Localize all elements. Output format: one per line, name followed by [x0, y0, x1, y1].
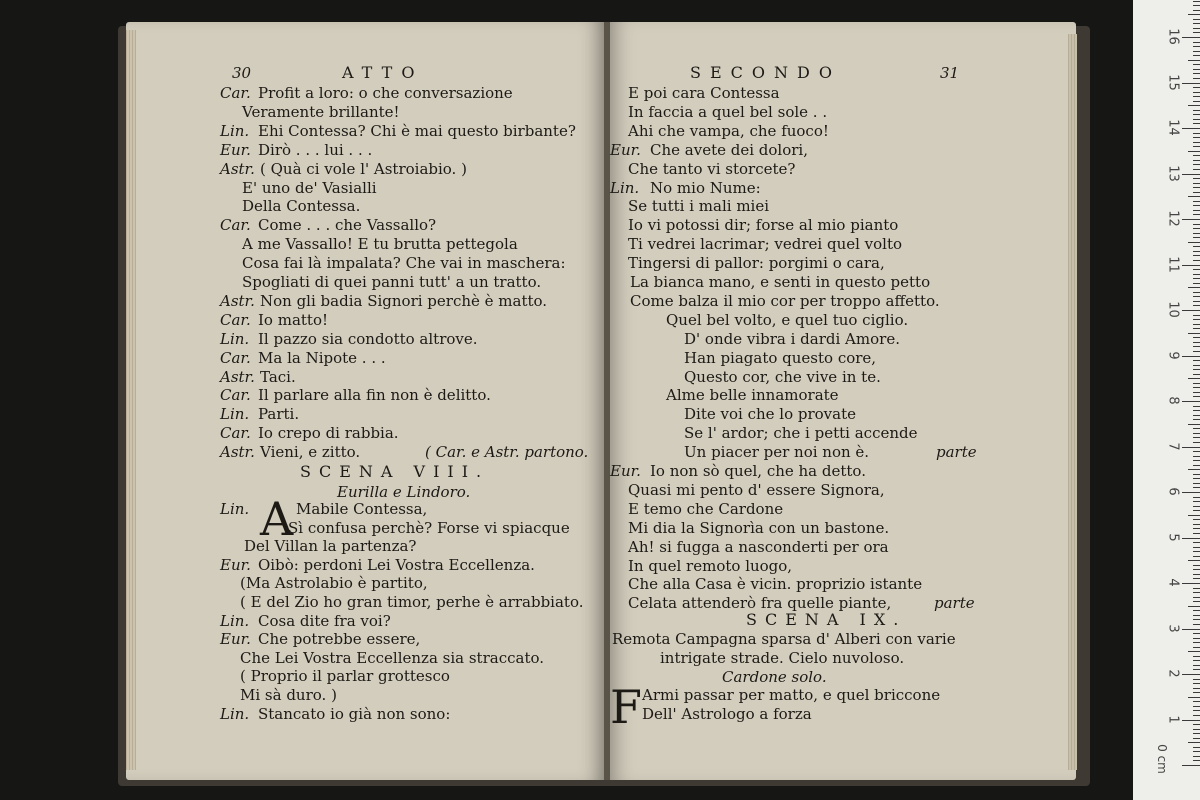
ruler-tick: [1193, 415, 1200, 416]
ruler-tick: [1193, 133, 1200, 134]
verse-line: Armi passar per matto, e quel briccone: [642, 686, 941, 704]
ruler-tick: [1188, 697, 1200, 698]
ruler-tick: [1188, 14, 1200, 15]
ruler-number: 15: [1165, 73, 1181, 91]
ruler-tick: [1193, 528, 1200, 529]
speaker-label: Lin.: [220, 611, 250, 630]
ruler-tick: [1193, 760, 1200, 761]
ruler-tick: [1193, 524, 1200, 525]
speaker-label: Astr.: [220, 443, 255, 462]
ruler-tick: [1193, 456, 1200, 457]
measuring-ruler: [1133, 0, 1200, 800]
ruler-tick: [1193, 542, 1200, 543]
ruler-unit-label: 0 cm: [1154, 744, 1169, 774]
drop-cap-letter: A: [260, 492, 294, 546]
verse-line: Ah! si fugga a nasconderti per ora: [628, 537, 889, 556]
ruler-tick: [1193, 19, 1200, 20]
ruler-tick: [1193, 346, 1200, 347]
verse-line: Che avete dei dolori,: [650, 140, 808, 159]
verse-line: Della Contessa.: [242, 197, 361, 216]
ruler-tick: [1193, 260, 1200, 261]
ruler-tick: [1193, 419, 1200, 420]
ruler-tick: [1193, 679, 1200, 680]
ruler-tick: [1193, 69, 1200, 70]
verse-line: Mi dia la Signorìa con un bastone.: [628, 518, 890, 537]
ruler-tick: [1193, 556, 1200, 557]
ruler-tick: [1182, 447, 1200, 448]
speaker-label: Lin.: [220, 704, 250, 723]
verse-line: In faccia a quel bel sole . .: [628, 102, 828, 121]
speaker-label: Lin.: [610, 178, 640, 197]
ruler-tick: [1193, 78, 1200, 79]
ruler-tick: [1193, 392, 1200, 393]
ruler-tick: [1193, 269, 1200, 270]
verse-line: Quasi mi pento d' essere Signora,: [628, 480, 885, 499]
ruler-tick: [1193, 365, 1200, 366]
verse-line: Io matto!: [258, 310, 329, 329]
ruler-tick: [1193, 510, 1200, 511]
ruler-tick: [1193, 246, 1200, 247]
verse-line: Io crepo di rabbia.: [258, 424, 399, 443]
verse-line: Che potrebbe essere,: [258, 630, 421, 649]
verse-line: Questo cor, che vive in te.: [684, 367, 881, 386]
ruler-tick: [1193, 374, 1200, 375]
verse-line: Che tanto vi storcete?: [628, 159, 796, 178]
page-edges-left: [126, 30, 136, 770]
speaker-label: Car.: [220, 386, 251, 405]
verse-line: Io non sò quel, che ha detto.: [650, 462, 866, 480]
verse-line: Come balza il mio cor per troppo affetto.: [630, 291, 940, 310]
ruler-tick: [1193, 301, 1200, 302]
ruler-tick: [1193, 114, 1200, 115]
ruler-tick: [1193, 428, 1200, 429]
ruler-tick: [1193, 738, 1200, 739]
verse-line: Il parlare alla fin non è delitto.: [258, 386, 491, 405]
scene-persons: Eurilla e Lindoro.: [337, 483, 471, 501]
ruler-tick: [1193, 592, 1200, 593]
ruler-tick: [1193, 506, 1200, 507]
ruler-number: 1: [1165, 714, 1181, 724]
ruler-tick: [1193, 210, 1200, 211]
ruler-tick: [1182, 310, 1200, 311]
verse-line: Sì confusa perchè? Forse vi spiacque: [288, 518, 570, 537]
stage-direction: parte: [934, 594, 975, 613]
ruler-tick: [1188, 196, 1200, 197]
ruler-tick: [1193, 274, 1200, 275]
drop-cap-letter: F: [610, 680, 642, 734]
ruler-number: 2: [1165, 669, 1181, 678]
ruler-tick: [1188, 606, 1200, 607]
ruler-tick: [1193, 23, 1200, 24]
ruler-tick: [1193, 64, 1200, 65]
ruler-tick: [1193, 551, 1200, 552]
speaker-label: Car.: [220, 348, 251, 367]
page-number: 30: [232, 64, 252, 82]
ruler-tick: [1193, 710, 1200, 711]
ruler-tick: [1193, 701, 1200, 702]
ruler-tick: [1193, 660, 1200, 661]
ruler-tick: [1193, 96, 1200, 97]
ruler-tick: [1193, 224, 1200, 225]
speaker-label: Astr.: [220, 159, 255, 178]
ruler-tick: [1193, 387, 1200, 388]
verse-line: E poi cara Contessa: [628, 84, 780, 102]
ruler-tick: [1182, 37, 1200, 38]
ruler-tick: [1193, 328, 1200, 329]
verse-line: Il pazzo sia condotto altrove.: [258, 329, 478, 348]
ruler-tick: [1193, 142, 1200, 143]
ruler-number: 14: [1165, 119, 1181, 136]
ruler-tick: [1193, 324, 1200, 325]
speaker-label: Lin.: [220, 500, 250, 518]
verse-line: Non gli badia Signori perchè è matto.: [260, 291, 548, 310]
ruler-tick: [1193, 478, 1200, 479]
verse-line: Celata attenderò fra quelle piante,: [628, 594, 892, 613]
verse-line: ( Proprio il parlar grottesco: [240, 667, 450, 686]
ruler-tick: [1182, 629, 1200, 630]
ruler-tick: [1193, 442, 1200, 443]
speaker-label: Car.: [220, 424, 251, 443]
ruler-tick: [1193, 292, 1200, 293]
verse-line: Profit a loro: o che conversazione: [258, 84, 513, 102]
ruler-tick: [1193, 255, 1200, 256]
ruler-tick: [1193, 87, 1200, 88]
verse-line: Se tutti i mali miei: [628, 197, 770, 216]
stage-direction: ( Car. e Astr. partono.: [425, 443, 589, 462]
ruler-tick: [1188, 333, 1200, 334]
ruler-tick: [1193, 110, 1200, 111]
page-number: 31: [940, 64, 960, 82]
ruler-tick: [1193, 351, 1200, 352]
ruler-number: 7: [1165, 441, 1181, 451]
ruler-tick: [1193, 92, 1200, 93]
verse-line: Cosa dite fra voi?: [258, 611, 391, 630]
ruler-tick: [1193, 624, 1200, 625]
ruler-tick: [1193, 610, 1200, 611]
ruler-tick: [1193, 692, 1200, 693]
ruler-tick: [1188, 515, 1200, 516]
ruler-tick: [1193, 342, 1200, 343]
ruler-tick: [1193, 497, 1200, 498]
ruler-tick: [1193, 437, 1200, 438]
ruler-tick: [1193, 724, 1200, 725]
ruler-tick: [1188, 60, 1200, 61]
ruler-tick: [1193, 251, 1200, 252]
ruler-tick: [1188, 287, 1200, 288]
ruler-number: 6: [1165, 487, 1181, 496]
speaker-label: Eur.: [220, 555, 251, 574]
scene-description: Remota Campagna sparsa d' Alberi con varie: [612, 630, 956, 648]
ruler-tick: [1193, 5, 1200, 6]
verse-line: Mi sà duro. ): [240, 686, 337, 704]
verse-line: ( Quà ci vole l' Astroiabio. ): [260, 159, 467, 178]
ruler-tick: [1193, 192, 1200, 193]
ruler-number: 3: [1165, 623, 1181, 633]
ruler-number: 4: [1165, 578, 1181, 587]
ruler-tick: [1193, 615, 1200, 616]
ruler-tick: [1193, 319, 1200, 320]
ruler-tick: [1193, 487, 1200, 488]
ruler-number: [1166, 0, 1181, 1]
verse-line: Io vi potossi dir; forse al mio pianto: [628, 216, 899, 235]
ruler-tick: [1193, 201, 1200, 202]
ruler-tick: [1193, 155, 1200, 156]
ruler-number: 10: [1165, 301, 1181, 318]
ruler-tick: [1188, 651, 1200, 652]
ruler-tick: [1193, 533, 1200, 534]
verse-line: A me Vassallo! E tu brutta pettegola: [242, 235, 518, 254]
ruler-tick: [1182, 674, 1200, 675]
ruler-tick: [1193, 451, 1200, 452]
ruler-tick: [1193, 305, 1200, 306]
speaker-label: Car.: [220, 84, 251, 102]
ruler-tick: [1193, 55, 1200, 56]
ruler-tick: [1182, 174, 1200, 175]
verse-line: Dite voi che lo provate: [684, 405, 856, 424]
ruler-number: 13: [1165, 164, 1181, 182]
ruler-tick: [1193, 565, 1200, 566]
verse-line: Parti.: [258, 405, 300, 424]
ruler-tick: [1193, 669, 1200, 670]
ruler-tick: [1193, 32, 1200, 33]
ruler-tick: [1193, 601, 1200, 602]
ruler-number: 9: [1165, 350, 1181, 360]
ruler-tick: [1193, 638, 1200, 639]
ruler-tick: [1193, 633, 1200, 634]
verse-line: Del Villan la partenza?: [244, 537, 417, 556]
speaker-label: Lin.: [220, 121, 250, 140]
ruler-tick: [1182, 401, 1200, 402]
ruler-number: 12: [1165, 210, 1181, 227]
ruler-tick: [1193, 360, 1200, 361]
ruler-tick: [1193, 73, 1200, 74]
verse-line: Han piagato questo core,: [684, 348, 877, 367]
ruler-tick: [1193, 10, 1200, 11]
ruler-tick: [1188, 469, 1200, 470]
speaker-label: Astr.: [220, 367, 255, 386]
verse-line: Se l' ardor; che i petti accende: [684, 424, 918, 443]
verse-line: Ma la Nipote . . .: [258, 348, 386, 367]
ruler-tick: [1193, 119, 1200, 120]
speaker-label: Eur.: [220, 140, 251, 159]
ruler-tick: [1193, 433, 1200, 434]
verse-line: Alme belle innamorate: [666, 386, 839, 405]
ruler-tick: [1188, 424, 1200, 425]
verse-line: D' onde vibra i dardi Amore.: [684, 329, 900, 348]
ruler-tick: [1193, 665, 1200, 666]
ruler-tick: [1182, 583, 1200, 584]
verse-line: Un piacer per noi non è.: [684, 443, 870, 462]
ruler-tick: [1193, 369, 1200, 370]
ruler-number: 11: [1165, 255, 1181, 273]
ruler-tick: [1193, 688, 1200, 689]
ruler-tick: [1193, 315, 1200, 316]
ruler-number: 8: [1165, 396, 1181, 405]
ruler-tick: [1193, 683, 1200, 684]
ruler-tick: [1193, 178, 1200, 179]
ruler-tick: [1193, 569, 1200, 570]
ruler-tick: [1193, 747, 1200, 748]
stage-direction: parte: [936, 443, 977, 462]
ruler-tick: [1193, 169, 1200, 170]
ruler-tick: [1193, 619, 1200, 620]
ruler-tick: [1188, 105, 1200, 106]
ruler-number: 16: [1165, 28, 1181, 45]
ruler-tick: [1193, 101, 1200, 102]
ruler-tick: [1188, 742, 1200, 743]
ruler-tick: [1193, 578, 1200, 579]
verse-line: (Ma Astrolabio è partito,: [240, 574, 428, 593]
verse-line: Ti vedrei lacrimar; vedrei quel volto: [628, 235, 903, 254]
ruler-tick: [1193, 465, 1200, 466]
speaker-label: Car.: [220, 310, 251, 329]
ruler-tick: [1188, 151, 1200, 152]
ruler-tick: [1193, 647, 1200, 648]
ruler-tick: [1193, 751, 1200, 752]
ruler-tick: [1193, 396, 1200, 397]
ruler-tick: [1193, 729, 1200, 730]
ruler-tick: [1188, 242, 1200, 243]
verse-line: Vieni, e zitto.: [260, 443, 361, 462]
running-head: ATTO: [342, 63, 424, 82]
ruler-tick: [1193, 733, 1200, 734]
verse-line: La bianca mano, e senti in questo petto: [630, 273, 931, 291]
ruler-tick: [1193, 187, 1200, 188]
ruler-number: 5: [1165, 532, 1181, 542]
speaker-label: Car.: [220, 216, 251, 235]
ruler-tick: [1193, 337, 1200, 338]
ruler-tick: [1182, 765, 1200, 766]
ruler-tick: [1193, 1, 1200, 2]
ruler-tick: [1193, 278, 1200, 279]
ruler-tick: [1193, 410, 1200, 411]
ruler-tick: [1182, 219, 1200, 220]
verse-line: Oibò: perdoni Lei Vostra Eccellenza.: [258, 555, 535, 574]
ruler-tick: [1182, 128, 1200, 129]
ruler-tick: [1193, 519, 1200, 520]
verse-line: ( E del Zio ho gran timor, perhe è arrabbiato.: [240, 593, 584, 611]
scene-heading: SCENA VIII.: [300, 462, 490, 481]
ruler-tick: [1193, 460, 1200, 461]
speaker-label: Eur.: [610, 140, 641, 159]
speaker-label: Astr.: [220, 291, 255, 310]
ruler-tick: [1193, 42, 1200, 43]
ruler-tick: [1193, 214, 1200, 215]
ruler-tick: [1193, 183, 1200, 184]
page-edges-right: [1068, 34, 1077, 770]
verse-line: Spogliati di quei panni tutt' a un tratto.: [242, 273, 542, 291]
speaker-label: Lin.: [220, 405, 250, 424]
verse-line: Ehi Contessa? Chi è mai questo birbante?: [258, 121, 576, 140]
ruler-tick: [1193, 656, 1200, 657]
scene-persons: Cardone solo.: [722, 668, 827, 686]
ruler-tick: [1193, 28, 1200, 29]
verse-line: Che alla Casa è vicin. proprizio istante: [628, 575, 923, 594]
ruler-tick: [1193, 474, 1200, 475]
ruler-tick: [1182, 720, 1200, 721]
ruler-tick: [1193, 483, 1200, 484]
scene-heading: SCENA IX.: [746, 610, 907, 629]
verse-line: Taci.: [260, 367, 296, 386]
ruler-tick: [1193, 233, 1200, 234]
ruler-tick: [1182, 265, 1200, 266]
ruler-tick: [1193, 123, 1200, 124]
ruler-tick: [1193, 164, 1200, 165]
ruler-tick: [1182, 492, 1200, 493]
verse-line: Quel bel volto, e quel tuo ciglio.: [666, 310, 909, 329]
ruler-tick: [1193, 237, 1200, 238]
verse-line: Cosa fai là impalata? Che vai in maschera:: [242, 254, 566, 273]
verse-line: Tingersi di pallor: porgimi o cara,: [628, 254, 885, 273]
verse-line: E temo che Cardone: [628, 499, 784, 518]
ruler-tick: [1193, 588, 1200, 589]
verse-line: Dell' Astrologo a forza: [642, 705, 812, 723]
ruler-tick: [1193, 574, 1200, 575]
ruler-tick: [1193, 283, 1200, 284]
ruler-tick: [1193, 160, 1200, 161]
verse-line: Che Lei Vostra Eccellenza sia straccato.: [240, 648, 545, 667]
verse-line: In quel remoto luogo,: [628, 556, 793, 575]
ruler-tick: [1193, 51, 1200, 52]
scene-description: intrigate strade. Cielo nuvoloso.: [660, 649, 905, 667]
ruler-tick: [1182, 83, 1200, 84]
ruler-tick: [1193, 146, 1200, 147]
ruler-tick: [1182, 356, 1200, 357]
verse-line: Dirò . . . lui . . .: [258, 140, 373, 159]
speaker-label: Eur.: [220, 630, 251, 649]
verse-line: Veramente brillante!: [242, 102, 400, 121]
speaker-label: Lin.: [220, 329, 250, 348]
ruler-tick: [1193, 501, 1200, 502]
book-gutter: [604, 22, 610, 780]
ruler-tick: [1188, 378, 1200, 379]
ruler-tick: [1193, 642, 1200, 643]
ruler-tick: [1193, 406, 1200, 407]
ruler-tick: [1193, 296, 1200, 297]
verse-line: Come . . . che Vassallo?: [258, 216, 437, 235]
verse-line: Ahi che vampa, che fuoco!: [628, 121, 829, 140]
ruler-tick: [1182, 538, 1200, 539]
verse-line: E' uno de' Vasialli: [242, 178, 377, 197]
verse-line: Stancato io già non sono:: [258, 704, 451, 723]
ruler-tick: [1193, 228, 1200, 229]
verse-line: No mio Nume:: [650, 178, 761, 197]
ruler-tick: [1193, 383, 1200, 384]
ruler-tick: [1193, 46, 1200, 47]
ruler-tick: [1193, 706, 1200, 707]
ruler-tick: [1193, 137, 1200, 138]
ruler-tick: [1188, 560, 1200, 561]
ruler-tick: [1193, 715, 1200, 716]
speaker-label: Eur.: [610, 462, 641, 480]
verse-line: Mabile Contessa,: [296, 500, 428, 518]
ruler-tick: [1193, 756, 1200, 757]
running-head: SECONDO: [690, 63, 841, 82]
ruler-tick: [1193, 547, 1200, 548]
ruler-tick: [1193, 597, 1200, 598]
ruler-tick: [1193, 205, 1200, 206]
